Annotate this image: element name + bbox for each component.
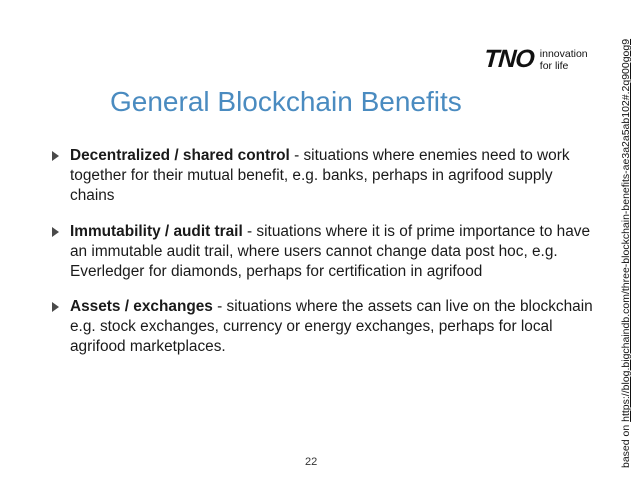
bullet-text: - situations where enemies need to work together for their mutual benefit, e.g. banks, perhaps in agrifood supply chains xyxy=(70,147,570,204)
bullet-list xyxy=(48,146,593,373)
source-note xyxy=(620,39,633,468)
source-note-prefix: based on xyxy=(620,421,632,468)
page-number: 22 xyxy=(305,456,318,468)
logo-tagline-line2: for life xyxy=(539,59,569,72)
bullet-item xyxy=(48,297,593,357)
logo-tagline xyxy=(540,48,588,72)
triangle-bullet-icon xyxy=(52,302,59,312)
tno-logo xyxy=(484,47,588,72)
bullet-text: - situations where it is of prime importance to have an immutable audit trail, where users cannot change data post hoc, e.g. Everledger for diamonds, perhaps for certification in agrifood xyxy=(70,223,591,280)
source-link[interactable]: https://blog.bigchaindb.com/three-blockchain-benefits-ae3a2a5ab102#.2q900gog9 xyxy=(620,38,632,422)
logo-mark: TNO xyxy=(483,45,535,73)
bullet-heading: Assets / exchanges xyxy=(70,298,213,315)
bullet-heading: Decentralized / shared control xyxy=(70,147,290,164)
bullet-text: - situations where the assets can live on the blockchain e.g. stock exchanges, currency or energy exchanges, perhaps for local agrifood marketplaces. xyxy=(70,298,593,355)
bullet-item xyxy=(48,146,593,206)
bullet-heading: Immutability / audit trail xyxy=(70,223,243,240)
logo-tagline-line1: innovation xyxy=(539,47,588,60)
triangle-bullet-icon xyxy=(52,151,59,161)
bullet-item xyxy=(48,222,593,282)
slide-title: General Blockchain Benefits xyxy=(110,86,462,117)
triangle-bullet-icon xyxy=(52,227,59,237)
